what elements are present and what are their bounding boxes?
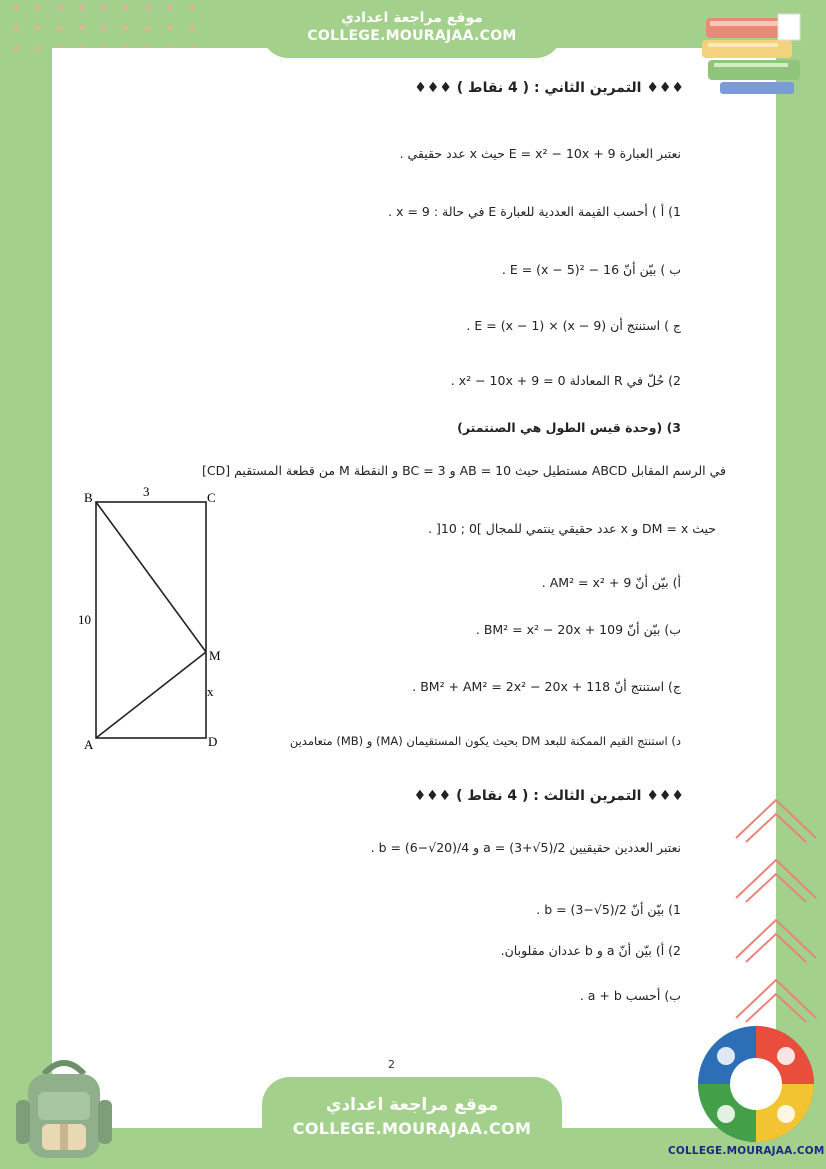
- label-x: x: [207, 684, 214, 699]
- exercise-3-title: ♦♦♦ التمرين الثالث : ( 4 نقاط ) ♦♦♦: [413, 788, 684, 804]
- backpack-icon: [14, 1052, 114, 1164]
- footer-site-name: موقع مراجعة اعدادي: [325, 1095, 499, 1115]
- label-a: A: [84, 737, 94, 752]
- ex3-q2b: ب) أحسب a + b .: [579, 988, 681, 1003]
- rectangle-figure: [76, 484, 236, 754]
- ex2-q3-where: حيث DM = x و x عدد حقيقي ينتمي للمجال ]0 ; 10[ .: [428, 521, 716, 536]
- ex2-q1c: ج ) استنتج أن E = (x − 1) × (x − 9) .: [466, 318, 681, 333]
- books-icon: [700, 10, 808, 100]
- ex2-q3b: ب) بيّن أنّ BM² = x² − 20x + 109 .: [475, 622, 681, 637]
- ex2-q3-text: في الرسم المقابل ABCD مستطيل حيث AB = 10 و BC = 3 و النقطة M من قطعة المستقيم [CD]: [202, 463, 726, 478]
- ex2-intro: نعتبر العبارة E = x² − 10x + 9 حيث x عدد حقيقي .: [399, 146, 681, 161]
- brand-logo-icon: [694, 1022, 818, 1146]
- rectangle-abcd: [96, 502, 206, 738]
- segment-bm: [96, 502, 206, 652]
- ex2-q1b: ب ) بيّن أنّ E = (x − 5)² − 16 .: [501, 262, 681, 277]
- label-c: C: [207, 490, 216, 505]
- ex3-q2a: 2) أ) بيّن أنّ a و b عددان مقلوبان.: [500, 943, 681, 958]
- brand-logo-text: COLLEGE.MOURAJAA.COM: [668, 1145, 825, 1157]
- segment-am: [96, 652, 206, 738]
- label-ab: 10: [78, 612, 91, 627]
- ex3-q1: 1) بيّن أنّ b = (3−√5)/2 .: [536, 902, 681, 917]
- label-b: B: [84, 490, 93, 505]
- ex2-q3c: ج) استنتج أنّ BM² + AM² = 2x² − 20x + 118 .: [412, 679, 681, 694]
- ex2-q3a: أ) بيّن أنّ AM² = x² + 9 .: [541, 575, 681, 590]
- header-site-url[interactable]: COLLEGE.MOURAJAA.COM: [307, 28, 517, 44]
- label-m: M: [209, 648, 221, 663]
- ex2-q1a: 1) أ ) أحسب القيمة العددية للعبارة E في حالة : x = 9 .: [388, 204, 681, 219]
- footer-banner: [262, 1077, 562, 1169]
- header-site-name: موقع مراجعة اعدادي: [341, 10, 483, 26]
- ex2-q3d: د) استنتج القيم الممكنة للبعد DM بحيث يكون المستقيمان (MA) و (MB) متعامدين: [289, 734, 681, 748]
- label-d: D: [208, 734, 218, 749]
- ex2-q2: 2) حُلّ في R المعادلة x² − 10x + 9 = 0 .: [450, 373, 681, 388]
- ex3-intro: نعتبر العددين حقيقيين a = (3+√5)/2 و b = (6−√20)/4 .: [370, 840, 681, 855]
- chevron-decoration-icon: [728, 790, 826, 1030]
- ex2-q3-header: 3) (وحدة قيس الطول هي الصنتمتر): [457, 420, 681, 435]
- exercise-2-title: ♦♦♦ التمرين الثاني : ( 4 نقاط ) ♦♦♦: [414, 80, 684, 96]
- footer-site-url[interactable]: COLLEGE.MOURAJAA.COM: [292, 1119, 532, 1138]
- label-bc: 3: [143, 484, 150, 499]
- page-number: 2: [388, 1058, 395, 1071]
- header-banner: [262, 0, 562, 58]
